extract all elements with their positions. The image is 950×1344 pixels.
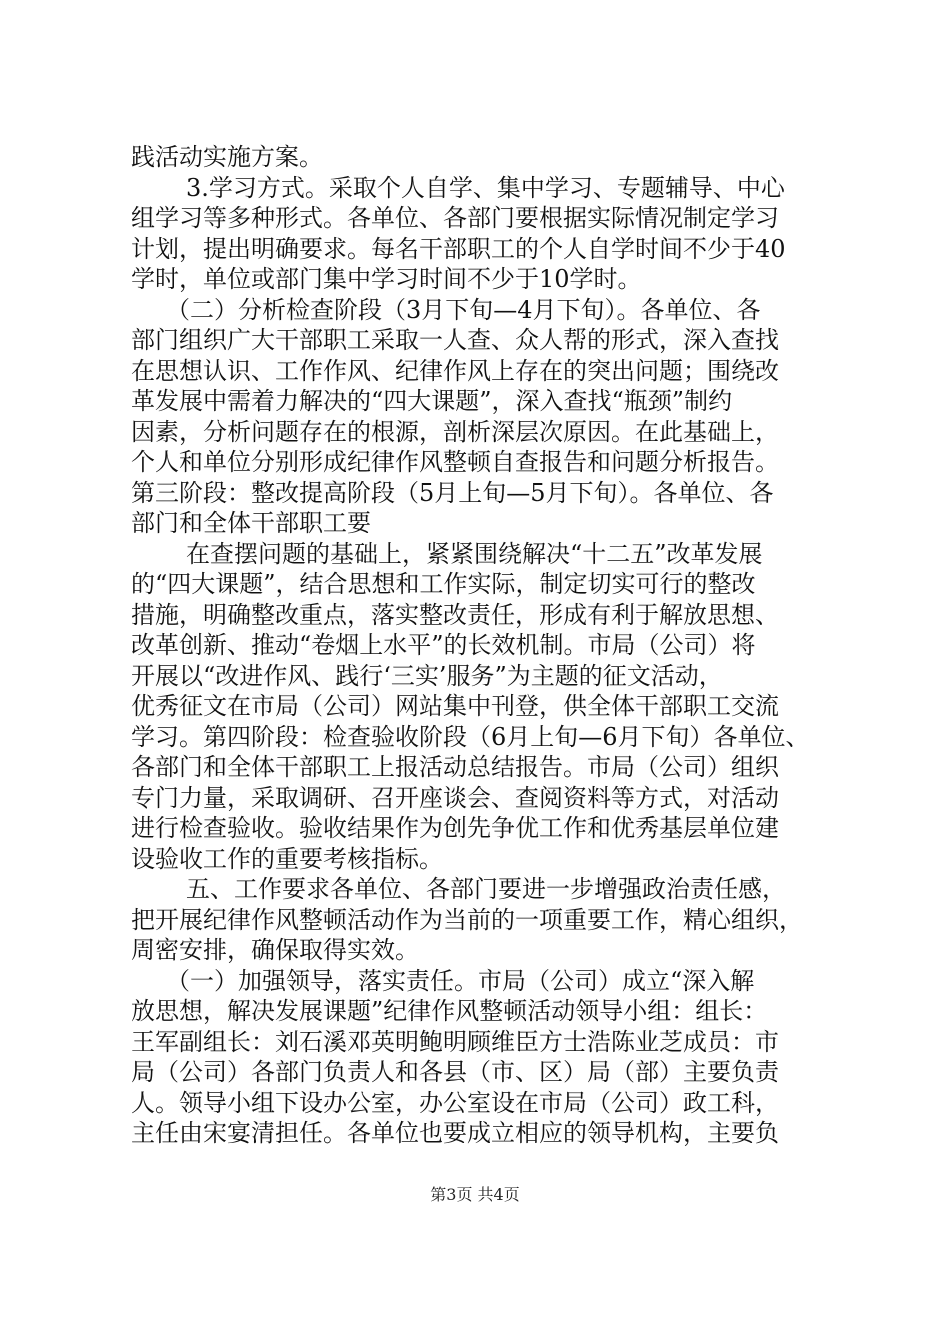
text-line: 改革创新、推动“卷烟上水平”的长效机制。市局（公司）将 — [131, 631, 756, 659]
text-line: 因素，分析问题存在的根源，剖析深层次原因。在此基础上， — [131, 417, 779, 446]
text-line: 在思想认识、工作作风、纪律作风上存在的突出问题；围绕改 — [131, 356, 779, 385]
page-number-label: 第3页 共4页 — [430, 1184, 520, 1204]
text-line: 开展以“改进作风、践行‘三实’服务”为主题的征文活动， — [131, 661, 723, 690]
text-line: 局（公司）各部门负责人和各县（市、区）局（部）主要负责 — [131, 1058, 779, 1086]
text-line: 五、工作要求各单位、各部门要进一步增强政治责任感， — [186, 875, 786, 903]
text-line: 计划，提出明确要求。每名干部职工的个人自学时间不少于40 — [131, 234, 786, 263]
text-line: 主任由宋宴清担任。各单位也要成立相应的领导机构，主要负 — [131, 1119, 779, 1147]
text-line: 第三阶段：整改提高阶段（5月上旬—5月下旬）。各单位、各 — [131, 478, 774, 507]
text-line: 革发展中需着力解决的“四大课题”，深入查找“瓶颈”制约 — [131, 387, 733, 415]
text-line: 在查摆问题的基础上，紧紧围绕解决“十二五”改革发展 — [186, 539, 763, 568]
text-line: 放思想，解决发展课题”纪律作风整顿活动领导小组：组长： — [131, 997, 768, 1025]
page-footer — [0, 1183, 950, 1207]
text-line: 3.学习方式。采取个人自学、集中学习、专题辅导、中心 — [186, 173, 785, 202]
text-line: 周密安排，确保取得实效。 — [131, 936, 419, 964]
text-line: 个人和单位分别形成纪律作风整顿自查报告和问题分析报告。 — [131, 448, 779, 476]
text-line: 部门组织广大干部职工采取一人查、众人帮的形式，深入查找 — [131, 326, 779, 354]
text-line: 把开展纪律作风整顿活动作为当前的一项重要工作，精心组织， — [131, 905, 803, 934]
text-line: 组学习等多种形式。各单位、各部门要根据实际情况制定学习 — [131, 204, 779, 232]
text-line: （二）分析检查阶段（3月下旬—4月下旬）。各单位、各 — [166, 295, 761, 324]
text-line: 专门力量，采取调研、召开座谈会、查阅资料等方式，对活动 — [131, 783, 779, 812]
text-line: 设验收工作的重要考核指标。 — [131, 844, 443, 873]
text-line: 优秀征文在市局（公司）网站集中刊登，供全体干部职工交流 — [131, 692, 779, 720]
text-line: 践活动实施方案。 — [131, 143, 323, 171]
text-line: （一）加强领导，落实责任。市局（公司）成立“深入解 — [166, 966, 755, 995]
text-line: 学时，单位或部门集中学习时间不少于10学时。 — [131, 265, 642, 293]
text-line: 人。领导小组下设办公室，办公室设在市局（公司）政工科， — [131, 1088, 779, 1117]
text-line: 部门和全体干部职工要 — [131, 509, 371, 537]
text-line: 进行检查验收。验收结果作为创先争优工作和优秀基层单位建 — [131, 814, 779, 842]
text-line: 各部门和全体干部职工上报活动总结报告。市局（公司）组织 — [131, 753, 779, 781]
text-line: 的“四大课题”，结合思想和工作实际，制定切实可行的整改 — [131, 570, 756, 598]
text-line: 学习。第四阶段：检查验收阶段（6月上旬—6月下旬）各单位、 — [131, 722, 810, 751]
text-line: 王军副组长：刘石溪邓英明鲍明顾维臣方士浩陈业芝成员：市 — [131, 1027, 779, 1056]
text-line: 措施，明确整改重点，落实整改责任，形成有利于解放思想、 — [131, 600, 779, 629]
